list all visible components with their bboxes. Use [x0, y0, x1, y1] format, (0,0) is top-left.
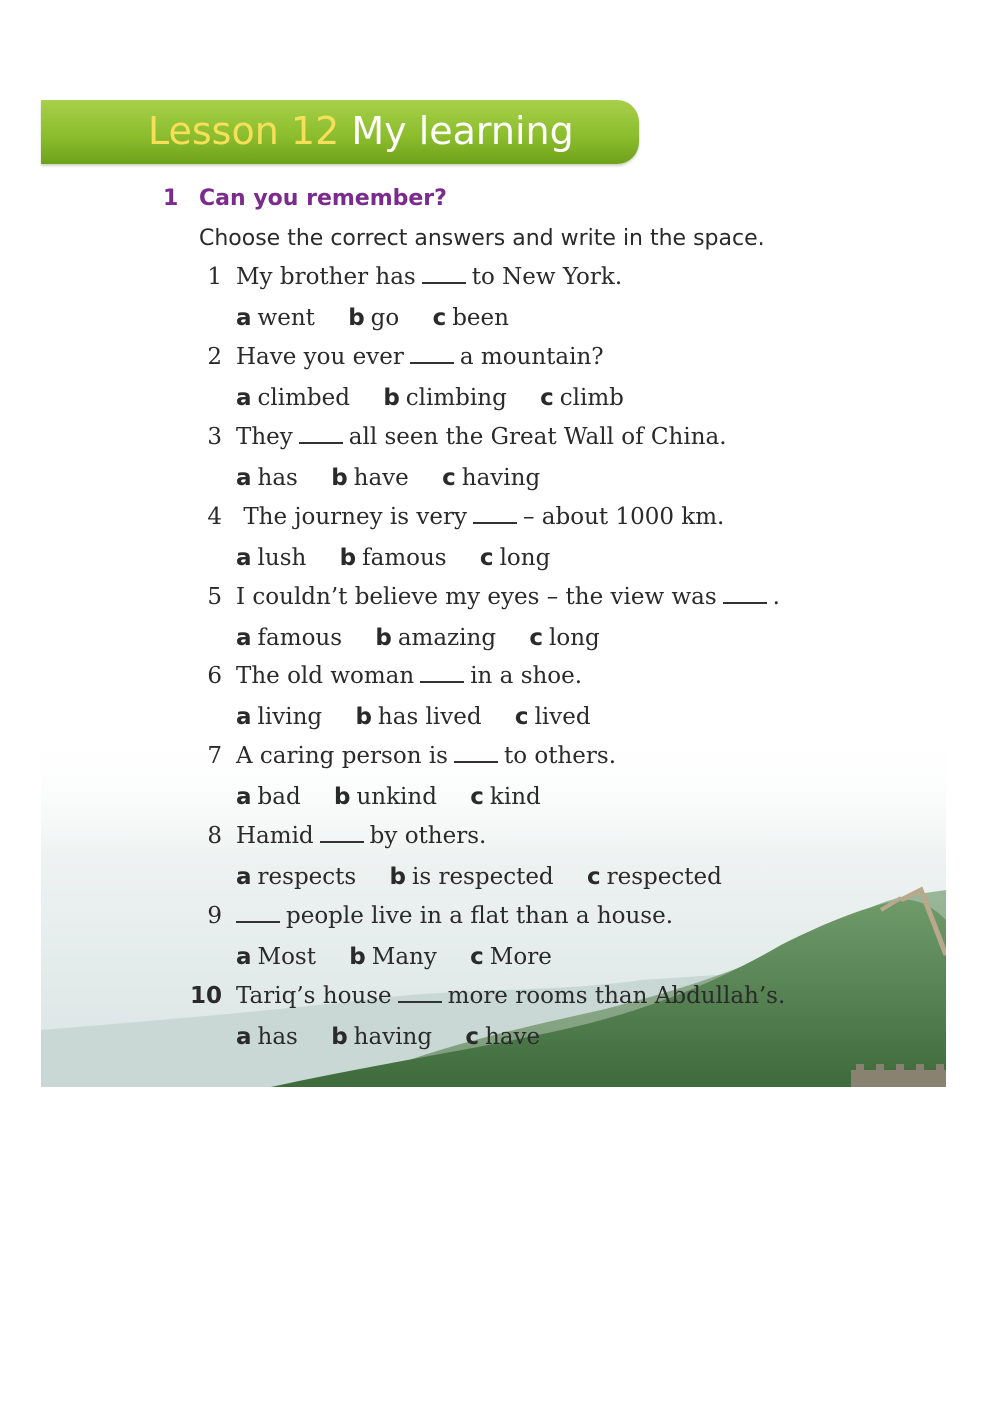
option-c[interactable]: c having [442, 465, 541, 491]
option-a[interactable]: a has [236, 465, 298, 491]
options-1 [236, 305, 535, 331]
options-8 [236, 864, 748, 890]
question-text: They all seen the Great Wall of China. [236, 424, 727, 450]
option-b[interactable]: b climbing [383, 385, 507, 411]
question-text: people live in a flat than a house. [236, 903, 673, 929]
answer-blank[interactable] [454, 743, 498, 763]
question-text: The journey is very – about 1000 km. [243, 504, 725, 530]
answer-blank[interactable] [420, 663, 464, 683]
question-text: Have you ever a mountain? [236, 344, 604, 370]
question-number: 10 [189, 983, 222, 1009]
option-a[interactable]: a went [236, 305, 315, 331]
option-a[interactable]: a has [236, 1024, 298, 1050]
options-4 [236, 545, 576, 571]
section-title: Can you remember? [199, 186, 447, 211]
option-a[interactable]: a climbed [236, 385, 350, 411]
option-b[interactable]: b famous [339, 545, 447, 571]
option-c[interactable]: c climb [540, 385, 624, 411]
section-number: 1 [163, 186, 179, 211]
option-b[interactable]: b have [331, 465, 409, 491]
option-b[interactable]: b amazing [375, 625, 497, 651]
instruction-text: Choose the correct answers and write in the space. [199, 226, 765, 251]
option-b[interactable]: b having [331, 1024, 433, 1050]
question-number: 6 [207, 663, 222, 689]
options-9 [236, 944, 578, 970]
question-number: 7 [207, 743, 222, 769]
question-text: I couldn’t believe my eyes – the view was . [236, 584, 780, 610]
option-c[interactable]: c long [529, 625, 600, 651]
answer-blank[interactable] [236, 903, 280, 923]
options-5 [236, 625, 626, 651]
question-text: My brother has to New York. [236, 264, 623, 290]
question-number: 4 [207, 504, 222, 530]
option-a[interactable]: a lush [236, 545, 307, 571]
options-6 [236, 704, 617, 730]
question-text: A caring person is to others. [236, 743, 617, 769]
option-c[interactable]: c respected [586, 864, 722, 890]
answer-blank[interactable] [398, 983, 442, 1003]
option-a[interactable]: a Most [236, 944, 316, 970]
option-a[interactable]: a bad [236, 784, 301, 810]
lesson-title: My learning [351, 109, 574, 153]
question-number: 9 [207, 903, 222, 929]
options-2 [236, 385, 650, 411]
question-number: 5 [207, 584, 222, 610]
option-a[interactable]: a respects [236, 864, 357, 890]
answer-blank[interactable] [473, 504, 517, 524]
question-text: Hamid by others. [236, 823, 487, 849]
question-number: 3 [207, 424, 222, 450]
option-c[interactable]: c lived [514, 704, 591, 730]
option-b[interactable]: b is respected [389, 864, 554, 890]
question-text: The old woman in a shoe. [236, 663, 583, 689]
option-c[interactable]: c More [470, 944, 552, 970]
option-b[interactable]: b Many [349, 944, 437, 970]
options-3 [236, 465, 566, 491]
answer-blank[interactable] [422, 264, 466, 284]
question-number: 8 [207, 823, 222, 849]
option-c[interactable]: c long [479, 545, 551, 571]
option-b[interactable]: b has lived [355, 704, 482, 730]
answer-blank[interactable] [723, 584, 767, 604]
answer-blank[interactable] [299, 424, 343, 444]
question-number: 1 [207, 264, 222, 290]
option-a[interactable]: a famous [236, 625, 343, 651]
option-c[interactable]: c have [465, 1024, 541, 1050]
options-10 [236, 1024, 566, 1050]
options-7 [236, 784, 567, 810]
option-c[interactable]: c been [432, 305, 509, 331]
lesson-number: Lesson 12 [148, 109, 340, 153]
question-text: Tariq’s house more rooms than Abdullah’s. [236, 983, 786, 1009]
answer-blank[interactable] [320, 823, 364, 843]
option-b[interactable]: b go [348, 305, 400, 331]
option-a[interactable]: a living [236, 704, 323, 730]
page-title [148, 108, 574, 154]
answer-blank[interactable] [410, 344, 454, 364]
question-number: 2 [207, 344, 222, 370]
option-c[interactable]: c kind [470, 784, 541, 810]
option-b[interactable]: b unkind [334, 784, 437, 810]
